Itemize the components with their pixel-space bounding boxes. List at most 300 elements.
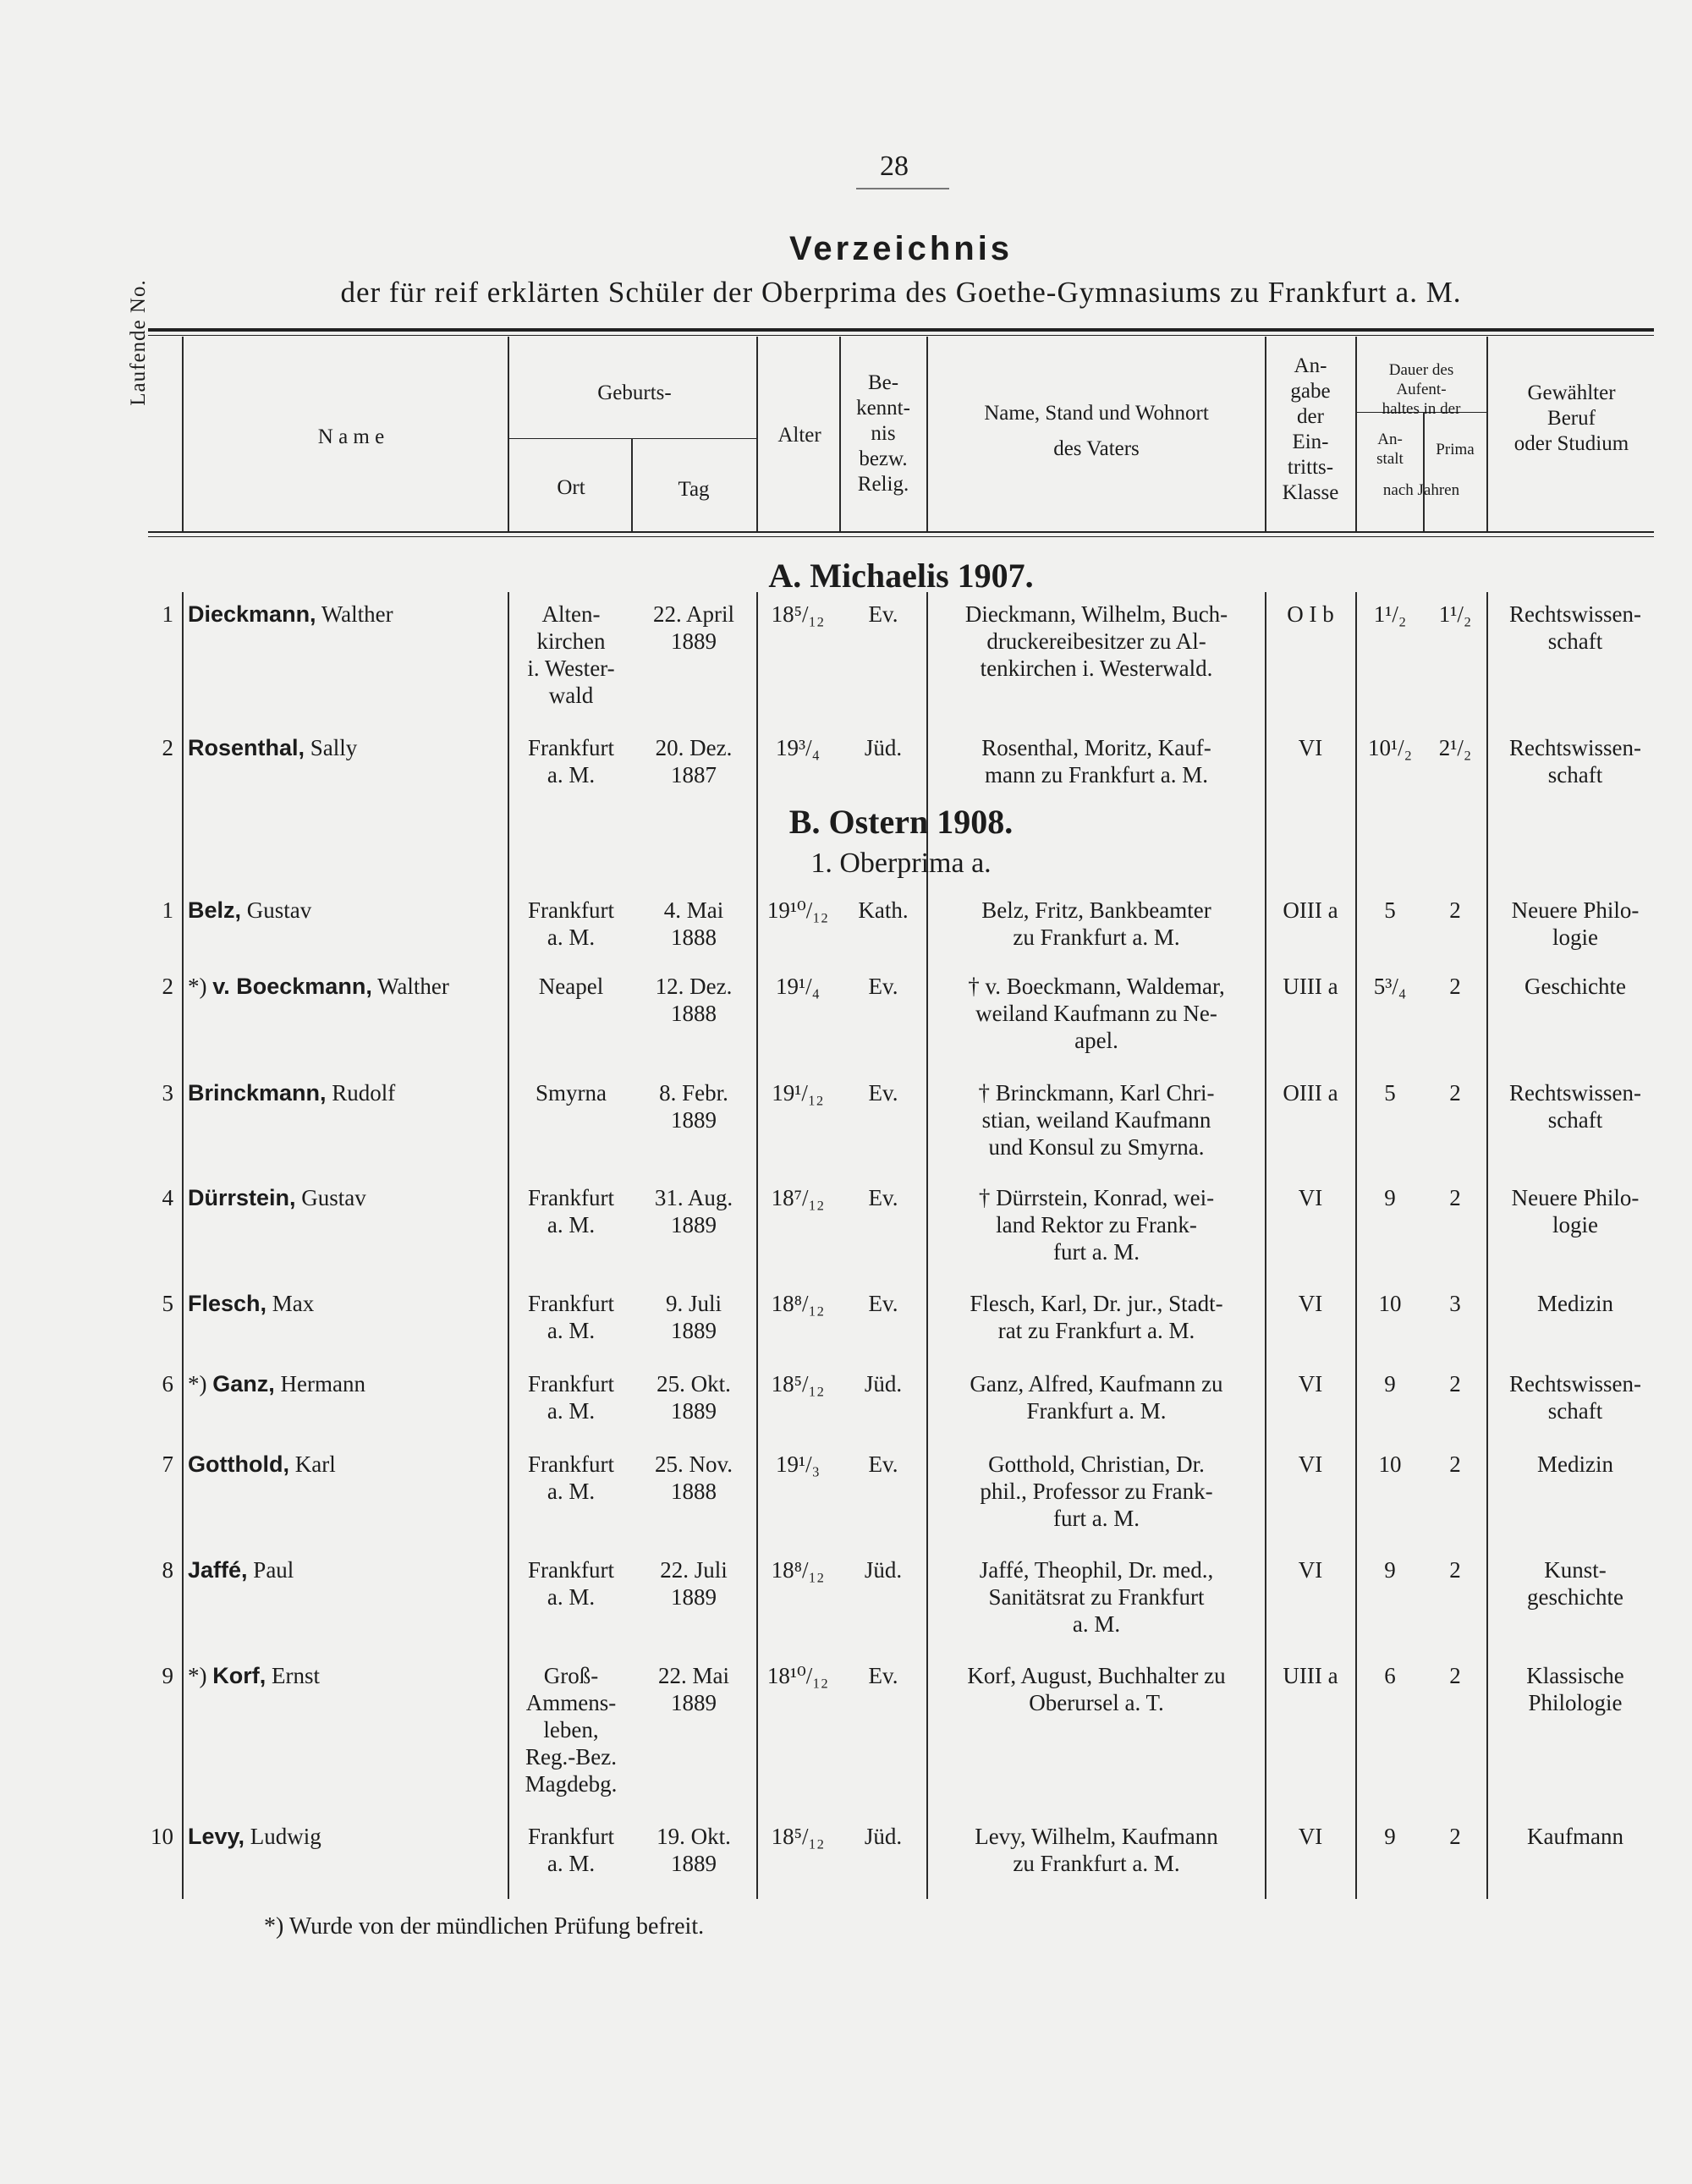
cell-line: Sanitätsrat zu Frankfurt [988, 1584, 1205, 1610]
student-surname: Flesch, [188, 1291, 267, 1316]
cell-ort [512, 1370, 630, 1424]
cell-ort [512, 1290, 630, 1344]
cell-line: i. Wester- [527, 656, 615, 681]
cell-line: druckereibesitzer zu Al- [986, 628, 1206, 654]
cell-line: 20. Dez. [655, 735, 733, 760]
cell-line: leben, [543, 1717, 599, 1742]
header-line: tritts- [1287, 456, 1334, 479]
cell-vater [931, 601, 1262, 682]
cell-anstalt: 5 [1384, 897, 1396, 923]
cell-prima: 2 [1449, 1663, 1461, 1688]
cell-name [188, 1290, 505, 1317]
cell-ort [512, 897, 630, 951]
cell-line: Oberursel a. T. [1029, 1690, 1164, 1715]
cell-anstalt: 10 [1378, 1451, 1402, 1477]
cell-tag [634, 601, 753, 655]
cell-line: 25. Nov. [655, 1451, 733, 1477]
body-col-divider [508, 592, 509, 1899]
cell-ort [512, 973, 630, 1000]
page-subtitle: der für reif erklärten Schüler der Oberprima des Goethe-Gymnasiums zu Frankfurt a. M. [340, 276, 1462, 309]
cell-line: 8. Febr. [659, 1080, 728, 1106]
cell-line: a. M. [547, 1318, 596, 1343]
cell-rel: Ev. [868, 1291, 898, 1316]
cell-name [188, 973, 505, 1000]
cell-alter: 18⁵/₁₂ [771, 1371, 825, 1397]
cell-tag [634, 1290, 753, 1344]
cell-line: schaft [1547, 762, 1603, 787]
header-alter: Alter [777, 424, 821, 447]
cell-line: 1888 [671, 1001, 717, 1026]
cell-tag [634, 973, 753, 1027]
cell-vater [931, 1370, 1262, 1424]
cell-line: a. M. [547, 1479, 596, 1504]
cell-line: Frankfurt [528, 897, 614, 923]
cell-alter: 18⁸/₁₂ [771, 1291, 825, 1316]
header-col-divider [1423, 412, 1425, 531]
header-beruf [1489, 381, 1654, 457]
cell-line: land Rektor zu Frank- [996, 1212, 1197, 1237]
cell-alter: 18⁵/₁₂ [771, 1824, 825, 1849]
cell-line: Korf, August, Buchhalter zu [967, 1663, 1226, 1688]
cell-tag [634, 897, 753, 951]
cell-line: Ganz, Alfred, Kaufmann zu [970, 1371, 1223, 1397]
cell-klasse: UIII a [1283, 1663, 1338, 1688]
cell-line: Klassische [1526, 1663, 1624, 1688]
cell-prima: 2 [1449, 1451, 1461, 1477]
cell-line: Rechtswissen- [1509, 1371, 1641, 1397]
header-line: Be- [867, 371, 899, 394]
student-firstname: Sally [310, 735, 358, 760]
header-prima: Prima [1436, 441, 1475, 458]
cell-line: Ammens- [525, 1690, 617, 1715]
cell-no: 2 [162, 974, 173, 999]
cell-line: 1887 [671, 762, 717, 787]
cell-line: Reg.-Bez. [525, 1744, 617, 1770]
cell-line: 22. Mai [658, 1663, 729, 1688]
header-line: Klasse [1282, 481, 1339, 504]
student-firstname: Karl [294, 1451, 336, 1477]
cell-prima: 2 [1449, 1185, 1461, 1210]
cell-beruf [1491, 1290, 1660, 1317]
footnote-marker: *) [188, 1663, 207, 1688]
cell-line: furt a. M. [1053, 1506, 1140, 1531]
cell-anstalt: 10 [1378, 1291, 1402, 1316]
cell-name [188, 1556, 505, 1583]
cell-klasse: OIII a [1283, 1080, 1338, 1106]
cell-line: geschichte [1527, 1584, 1623, 1610]
cell-line: zu Frankfurt a. M. [1013, 925, 1180, 950]
header-line: Aufent- [1396, 381, 1447, 398]
cell-line: schaft [1547, 1107, 1603, 1133]
student-firstname: Ernst [272, 1663, 320, 1688]
cell-beruf [1491, 1556, 1660, 1611]
student-firstname: Ludwig [250, 1824, 321, 1849]
cell-rel: Ev. [868, 1080, 898, 1106]
cell-line: Rechtswissen- [1509, 735, 1641, 760]
cell-klasse: UIII a [1283, 974, 1338, 999]
student-surname: Ganz, [212, 1371, 275, 1397]
cell-line: 4. Mai [663, 897, 724, 923]
cell-line: Frankfurt [528, 1824, 614, 1849]
cell-no: 8 [162, 1557, 173, 1583]
cell-rel: Ev. [868, 1451, 898, 1477]
cell-line: Rosenthal, Moritz, Kauf- [981, 735, 1211, 760]
cell-name [188, 1184, 505, 1211]
cell-name [188, 1823, 505, 1850]
cell-line: Frankfurt [528, 1451, 614, 1477]
cell-tag [634, 1370, 753, 1424]
cell-anstalt: 9 [1384, 1371, 1396, 1397]
cell-rel: Ev. [868, 1663, 898, 1688]
student-firstname: Hermann [280, 1371, 365, 1397]
cell-line: Neapel [538, 974, 604, 999]
header-ort: Ort [557, 476, 585, 499]
body-col-divider [1265, 592, 1266, 1899]
body-col-divider [1486, 592, 1488, 1899]
cell-anstalt: 5³/₄ [1373, 974, 1407, 999]
cell-line: 1889 [671, 1398, 717, 1424]
cell-ort [512, 601, 630, 709]
cell-beruf [1491, 897, 1660, 951]
header-line: Relig. [857, 473, 909, 496]
cell-line: Belz, Fritz, Bankbeamter [981, 897, 1211, 923]
cell-klasse: VI [1298, 1451, 1323, 1477]
cell-anstalt: 9 [1384, 1557, 1396, 1583]
cell-alter: 19¹/₃ [775, 1451, 820, 1477]
cell-line: logie [1552, 925, 1598, 950]
cell-tag [634, 734, 753, 788]
cell-prima: 2 [1449, 1371, 1461, 1397]
student-surname: v. Boeckmann, [212, 974, 372, 999]
cell-line: Rechtswissen- [1509, 601, 1641, 627]
student-surname: Dieckmann, [188, 601, 316, 627]
cell-line: Gotthold, Christian, Dr. [988, 1451, 1205, 1477]
cell-line: Philologie [1528, 1690, 1623, 1715]
cell-no: 3 [162, 1080, 173, 1106]
cell-klasse: VI [1298, 1185, 1323, 1210]
cell-name [188, 734, 505, 761]
cell-name [188, 1662, 505, 1689]
cell-line: a. M. [547, 1398, 596, 1424]
cell-name [188, 897, 505, 924]
section-b-title: B. Ostern 1908. [788, 803, 1014, 841]
cell-prima: 2 [1449, 1557, 1461, 1583]
cell-klasse: VI [1298, 1371, 1323, 1397]
cell-line: 1889 [671, 1851, 717, 1876]
cell-anstalt: 1¹/₂ [1373, 601, 1407, 627]
cell-vater [931, 1662, 1262, 1716]
cell-line: 1889 [671, 1212, 717, 1237]
student-firstname: Max [272, 1291, 315, 1316]
body-col-divider [182, 592, 184, 1899]
cell-line: Kaufmann [1527, 1824, 1623, 1849]
table-top-rule-thin [148, 335, 1654, 336]
header-dauer [1357, 360, 1486, 419]
cell-vater [931, 973, 1262, 1054]
cell-line: Frankfurt [528, 1185, 614, 1210]
student-surname: Gotthold, [188, 1451, 289, 1477]
header-line: Gewählter [1527, 381, 1616, 404]
cell-line: Geschichte [1524, 974, 1626, 999]
header-anstalt [1357, 430, 1423, 469]
page-number-rule [856, 188, 949, 189]
cell-line: a. M. [547, 925, 596, 950]
cell-line: und Konsul zu Smyrna. [988, 1134, 1205, 1160]
cell-vater [931, 1556, 1262, 1638]
body-col-divider [756, 592, 758, 1899]
cell-beruf [1491, 973, 1660, 1000]
cell-line: stian, weiland Kaufmann [981, 1107, 1211, 1133]
header-line: bezw. [859, 447, 908, 470]
cell-beruf [1491, 1823, 1660, 1850]
header-line: der [1297, 405, 1324, 428]
cell-no: 7 [162, 1451, 173, 1477]
student-firstname: Paul [253, 1557, 294, 1583]
cell-line: Frankfurt [528, 1557, 614, 1583]
cell-beruf [1491, 1079, 1660, 1133]
cell-vater [931, 1823, 1262, 1877]
student-surname: Rosenthal, [188, 735, 305, 760]
cell-rel: Jüd. [864, 1557, 903, 1583]
header-bottom-rule-thin [148, 536, 1654, 537]
cell-vater [931, 1184, 1262, 1265]
cell-klasse: VI [1298, 1291, 1323, 1316]
cell-vater [931, 1079, 1262, 1161]
student-surname: Korf, [212, 1663, 266, 1688]
student-firstname: Rudolf [332, 1080, 396, 1106]
cell-klasse: VI [1298, 1824, 1323, 1849]
header-col-divider [756, 337, 758, 531]
table-top-rule [148, 328, 1654, 332]
cell-line: logie [1552, 1212, 1598, 1237]
cell-line: Neuere Philo- [1511, 897, 1640, 923]
cell-line: 9. Juli [665, 1291, 722, 1316]
header-col-divider [1486, 337, 1488, 531]
cell-alter: 19¹⁰/₁₂ [766, 897, 829, 923]
cell-line: Magdebg. [525, 1771, 618, 1797]
cell-rel: Kath. [858, 897, 909, 923]
cell-prima: 2 [1449, 1824, 1461, 1849]
student-surname: Brinckmann, [188, 1080, 327, 1106]
header-vater [931, 401, 1262, 462]
header-line: Beruf [1547, 407, 1596, 430]
header-eintritt [1266, 354, 1354, 506]
cell-line: 31. Aug. [654, 1185, 733, 1210]
cell-tag [634, 1556, 753, 1611]
cell-line: a. M. [547, 1851, 596, 1876]
cell-line: 1889 [671, 1107, 717, 1133]
cell-tag [634, 1823, 753, 1877]
cell-vater [931, 734, 1262, 788]
header-line: stalt [1376, 450, 1404, 468]
cell-line: Groß- [543, 1663, 599, 1688]
cell-line: tenkirchen i. Westerwald. [980, 656, 1213, 681]
cell-alter: 18⁸/₁₂ [771, 1557, 825, 1583]
cell-line: Medizin [1537, 1451, 1613, 1477]
header-line: Name, Stand und Wohnort [984, 402, 1209, 425]
cell-line: 1889 [671, 1584, 717, 1610]
cell-line: Rechtswissen- [1509, 1080, 1641, 1106]
header-bekenntnis [842, 370, 925, 497]
header-line: oder Studium [1513, 432, 1629, 455]
cell-line: 1888 [671, 1479, 717, 1504]
cell-anstalt: 5 [1384, 1080, 1396, 1106]
cell-ort [512, 1662, 630, 1797]
cell-line: a. M. [547, 1212, 596, 1237]
header-line: An- [1377, 431, 1403, 448]
cell-beruf [1491, 734, 1660, 788]
cell-beruf [1491, 1451, 1660, 1478]
cell-line: 1889 [671, 628, 717, 654]
cell-line: 1888 [671, 925, 717, 950]
page-number: 28 [880, 151, 909, 182]
body-col-divider [1355, 592, 1357, 1899]
student-surname: Levy, [188, 1824, 245, 1849]
cell-alter: 18⁷/₁₂ [771, 1185, 825, 1210]
header-bottom-rule [148, 531, 1654, 533]
cell-name [188, 601, 505, 628]
cell-rel: Ev. [868, 974, 898, 999]
cell-line: † Dürrstein, Konrad, wei- [978, 1185, 1215, 1210]
cell-line: Frankfurt [528, 1371, 614, 1397]
cell-line: kirchen [536, 628, 606, 654]
cell-no: 4 [162, 1185, 173, 1210]
cell-no: 5 [162, 1291, 173, 1316]
cell-line: furt a. M. [1053, 1239, 1140, 1265]
section-a-title: A. Michaelis 1907. [768, 557, 1034, 595]
header-nach-jahren: nach Jahren [1382, 481, 1460, 499]
cell-line: † Brinckmann, Karl Chri- [978, 1080, 1215, 1106]
cell-line: 12. Dez. [655, 974, 733, 999]
footnote-marker: *) [188, 1371, 207, 1397]
cell-beruf [1491, 1184, 1660, 1238]
cell-ort [512, 1079, 630, 1106]
cell-no: 1 [162, 897, 173, 923]
cell-no: 6 [162, 1371, 173, 1397]
cell-line: schaft [1547, 1398, 1603, 1424]
cell-no: 10 [151, 1824, 173, 1849]
cell-prima: 2¹/₂ [1438, 735, 1472, 760]
cell-rel: Ev. [868, 601, 898, 627]
cell-vater [931, 1451, 1262, 1532]
cell-tag [634, 1079, 753, 1133]
cell-line: wald [548, 683, 594, 708]
footnote: *) Wurde von der mündlichen Prüfung befreit. [264, 1913, 705, 1940]
header-name: N a m e [317, 425, 385, 448]
cell-klasse: VI [1298, 735, 1323, 760]
cell-alter: 19³/₄ [775, 735, 820, 760]
student-surname: Belz, [188, 897, 242, 923]
cell-anstalt: 10¹/₂ [1367, 735, 1412, 760]
cell-line: a. M. [1072, 1611, 1121, 1637]
cell-beruf [1491, 1370, 1660, 1424]
header-line: An- [1294, 354, 1327, 377]
cell-line: a. M. [547, 1584, 596, 1610]
cell-tag [634, 1184, 753, 1238]
cell-line: Kunst- [1544, 1557, 1607, 1583]
student-firstname: Walther [321, 601, 393, 627]
cell-beruf [1491, 1662, 1660, 1716]
cell-name [188, 1451, 505, 1478]
cell-tag [634, 1662, 753, 1716]
student-firstname: Walther [377, 974, 449, 999]
header-line: gabe [1290, 380, 1331, 403]
cell-line: 1889 [671, 1690, 717, 1715]
header-line: des Vaters [1053, 437, 1140, 460]
cell-line: weiland Kaufmann zu Ne- [975, 1001, 1217, 1026]
student-surname: Dürrstein, [188, 1185, 296, 1210]
cell-line: 22. Juli [660, 1557, 728, 1583]
cell-alter: 18¹⁰/₁₂ [766, 1663, 829, 1688]
footnote-marker: *) [188, 974, 207, 999]
cell-ort [512, 1823, 630, 1877]
cell-line: schaft [1547, 628, 1603, 654]
cell-tag [634, 1451, 753, 1505]
cell-line: Frankfurt [528, 735, 614, 760]
cell-no: 2 [162, 735, 173, 760]
cell-line: † v. Boeckmann, Waldemar, [968, 974, 1225, 999]
header-line: Dauer des [1388, 361, 1454, 379]
header-tag: Tag [678, 478, 710, 501]
header-line: nis [871, 422, 896, 445]
header-col-divider [508, 337, 509, 531]
cell-vater [931, 897, 1262, 951]
cell-alter: 19¹/₄ [775, 974, 820, 999]
cell-prima: 2 [1449, 897, 1461, 923]
cell-line: Neuere Philo- [1511, 1185, 1640, 1210]
header-line: Ein- [1292, 431, 1329, 453]
cell-line: Smyrna [536, 1080, 607, 1106]
header-geburts: Geburts- [597, 381, 672, 404]
student-surname: Jaffé, [188, 1557, 248, 1583]
cell-line: 22. April [652, 601, 734, 627]
cell-anstalt: 9 [1384, 1824, 1396, 1849]
cell-rel: Jüd. [864, 1371, 903, 1397]
header-col-divider [631, 438, 633, 531]
header-line: haltes in der [1382, 400, 1461, 418]
student-firstname: Gustav [301, 1185, 366, 1210]
cell-no: 1 [162, 601, 173, 627]
cell-ort [512, 1184, 630, 1238]
cell-alter: 19¹/₁₂ [772, 1080, 824, 1106]
cell-line: a. M. [547, 762, 596, 787]
body-col-divider [926, 592, 928, 1899]
cell-ort [512, 1556, 630, 1611]
cell-line: Medizin [1537, 1291, 1613, 1316]
cell-vater [931, 1290, 1262, 1344]
cell-line: Frankfurt a. M. [1026, 1398, 1167, 1424]
header-line: kennt- [856, 397, 910, 420]
cell-line: 19. Okt. [656, 1824, 731, 1849]
header-col-divider [839, 337, 841, 531]
cell-alter: 18⁵/₁₂ [771, 601, 825, 627]
cell-prima: 1¹/₂ [1438, 601, 1472, 627]
cell-no: 9 [162, 1663, 173, 1688]
cell-klasse: OIII a [1283, 897, 1338, 923]
cell-line: zu Frankfurt a. M. [1013, 1851, 1180, 1876]
page-title: Verzeichnis [788, 230, 1014, 267]
cell-line: Alten- [541, 601, 601, 627]
section-b-subtitle: 1. Oberprima a. [810, 848, 992, 879]
cell-prima: 3 [1449, 1291, 1461, 1316]
header-laufende-no: Laufende No. [127, 279, 150, 406]
cell-anstalt: 9 [1384, 1185, 1396, 1210]
cell-line: apel. [1074, 1028, 1118, 1053]
cell-line: rat zu Frankfurt a. M. [997, 1318, 1195, 1343]
student-firstname: Gustav [246, 897, 312, 923]
cell-klasse: O I b [1287, 601, 1334, 627]
cell-line: mann zu Frankfurt a. M. [985, 762, 1208, 787]
